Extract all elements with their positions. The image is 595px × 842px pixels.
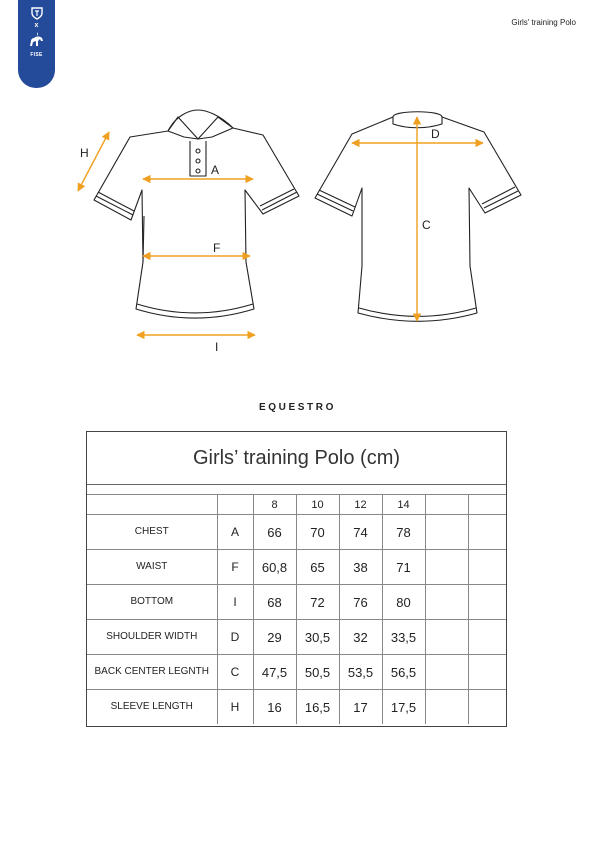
table-spacer-row xyxy=(87,485,506,495)
row-name: BOTTOM xyxy=(87,585,217,620)
size-header: 10 xyxy=(296,495,339,515)
cell-value xyxy=(425,690,468,725)
cell-value: 50,5 xyxy=(296,655,339,690)
cell-value xyxy=(425,550,468,585)
cell-value xyxy=(468,690,506,725)
cell-value xyxy=(425,515,468,550)
cell-value: 47,5 xyxy=(253,655,296,690)
cell-value: 38 xyxy=(339,550,382,585)
cell-value: 66 xyxy=(253,515,296,550)
cell-value: 60,8 xyxy=(253,550,296,585)
cell-value xyxy=(425,585,468,620)
cell-value: 29 xyxy=(253,620,296,655)
size-header: 12 xyxy=(339,495,382,515)
label-h: H xyxy=(80,146,89,160)
cell-value: 32 xyxy=(339,620,382,655)
cell-value xyxy=(468,585,506,620)
label-f: F xyxy=(213,241,221,255)
size-grid xyxy=(87,495,506,724)
cell-value xyxy=(425,655,468,690)
cell-value xyxy=(468,620,506,655)
cell-value: 17,5 xyxy=(382,690,425,725)
table-row xyxy=(87,585,506,620)
cell-value: 78 xyxy=(382,515,425,550)
row-code: H xyxy=(217,690,253,725)
document-label: Girls' training Polo xyxy=(511,18,576,27)
size-header xyxy=(425,495,468,515)
header-blank xyxy=(87,495,217,515)
row-name: WAIST xyxy=(87,550,217,585)
badge-fise: FISE xyxy=(30,52,43,58)
label-d: D xyxy=(431,127,440,141)
size-header: 8 xyxy=(253,495,296,515)
table-row xyxy=(87,550,506,585)
cell-value: 74 xyxy=(339,515,382,550)
cell-value: 68 xyxy=(253,585,296,620)
cell-value xyxy=(468,515,506,550)
header-blank xyxy=(217,495,253,515)
label-c: C xyxy=(422,218,431,232)
row-code: C xyxy=(217,655,253,690)
front-polo-outline xyxy=(94,110,299,318)
row-code: F xyxy=(217,550,253,585)
badge-x: x xyxy=(34,22,39,29)
table-row xyxy=(87,690,506,725)
cell-value xyxy=(468,550,506,585)
table-title: Girls’ training Polo (cm) xyxy=(87,432,506,485)
cell-value xyxy=(425,620,468,655)
cell-value: 16 xyxy=(253,690,296,725)
row-name: SLEEVE LENGTH xyxy=(87,690,217,725)
size-header: 14 xyxy=(382,495,425,515)
polo-measurement-diagram xyxy=(0,0,595,380)
cell-value: 33,5 xyxy=(382,620,425,655)
size-header xyxy=(468,495,506,515)
size-header-row xyxy=(87,495,506,515)
cell-value: 65 xyxy=(296,550,339,585)
cell-value: 71 xyxy=(382,550,425,585)
row-name: BACK CENTER LEGNTH xyxy=(87,655,217,690)
label-a: A xyxy=(211,163,220,177)
label-i: I xyxy=(215,340,219,354)
row-code: I xyxy=(217,585,253,620)
cell-value: 80 xyxy=(382,585,425,620)
cell-value: 70 xyxy=(296,515,339,550)
cell-value: 30,5 xyxy=(296,620,339,655)
cell-value xyxy=(468,655,506,690)
cell-value: 17 xyxy=(339,690,382,725)
row-code: A xyxy=(217,515,253,550)
table-row xyxy=(87,620,506,655)
cell-value: 72 xyxy=(296,585,339,620)
cell-value: 53,5 xyxy=(339,655,382,690)
cell-value: 16,5 xyxy=(296,690,339,725)
size-chart-table xyxy=(86,431,507,727)
row-name: SHOULDER WIDTH xyxy=(87,620,217,655)
table-row xyxy=(87,515,506,550)
table-row xyxy=(87,655,506,690)
cell-value: 76 xyxy=(339,585,382,620)
row-name: CHEST xyxy=(87,515,217,550)
row-code: D xyxy=(217,620,253,655)
brand-logo: EQUESTRO xyxy=(259,402,336,413)
cell-value: 56,5 xyxy=(382,655,425,690)
